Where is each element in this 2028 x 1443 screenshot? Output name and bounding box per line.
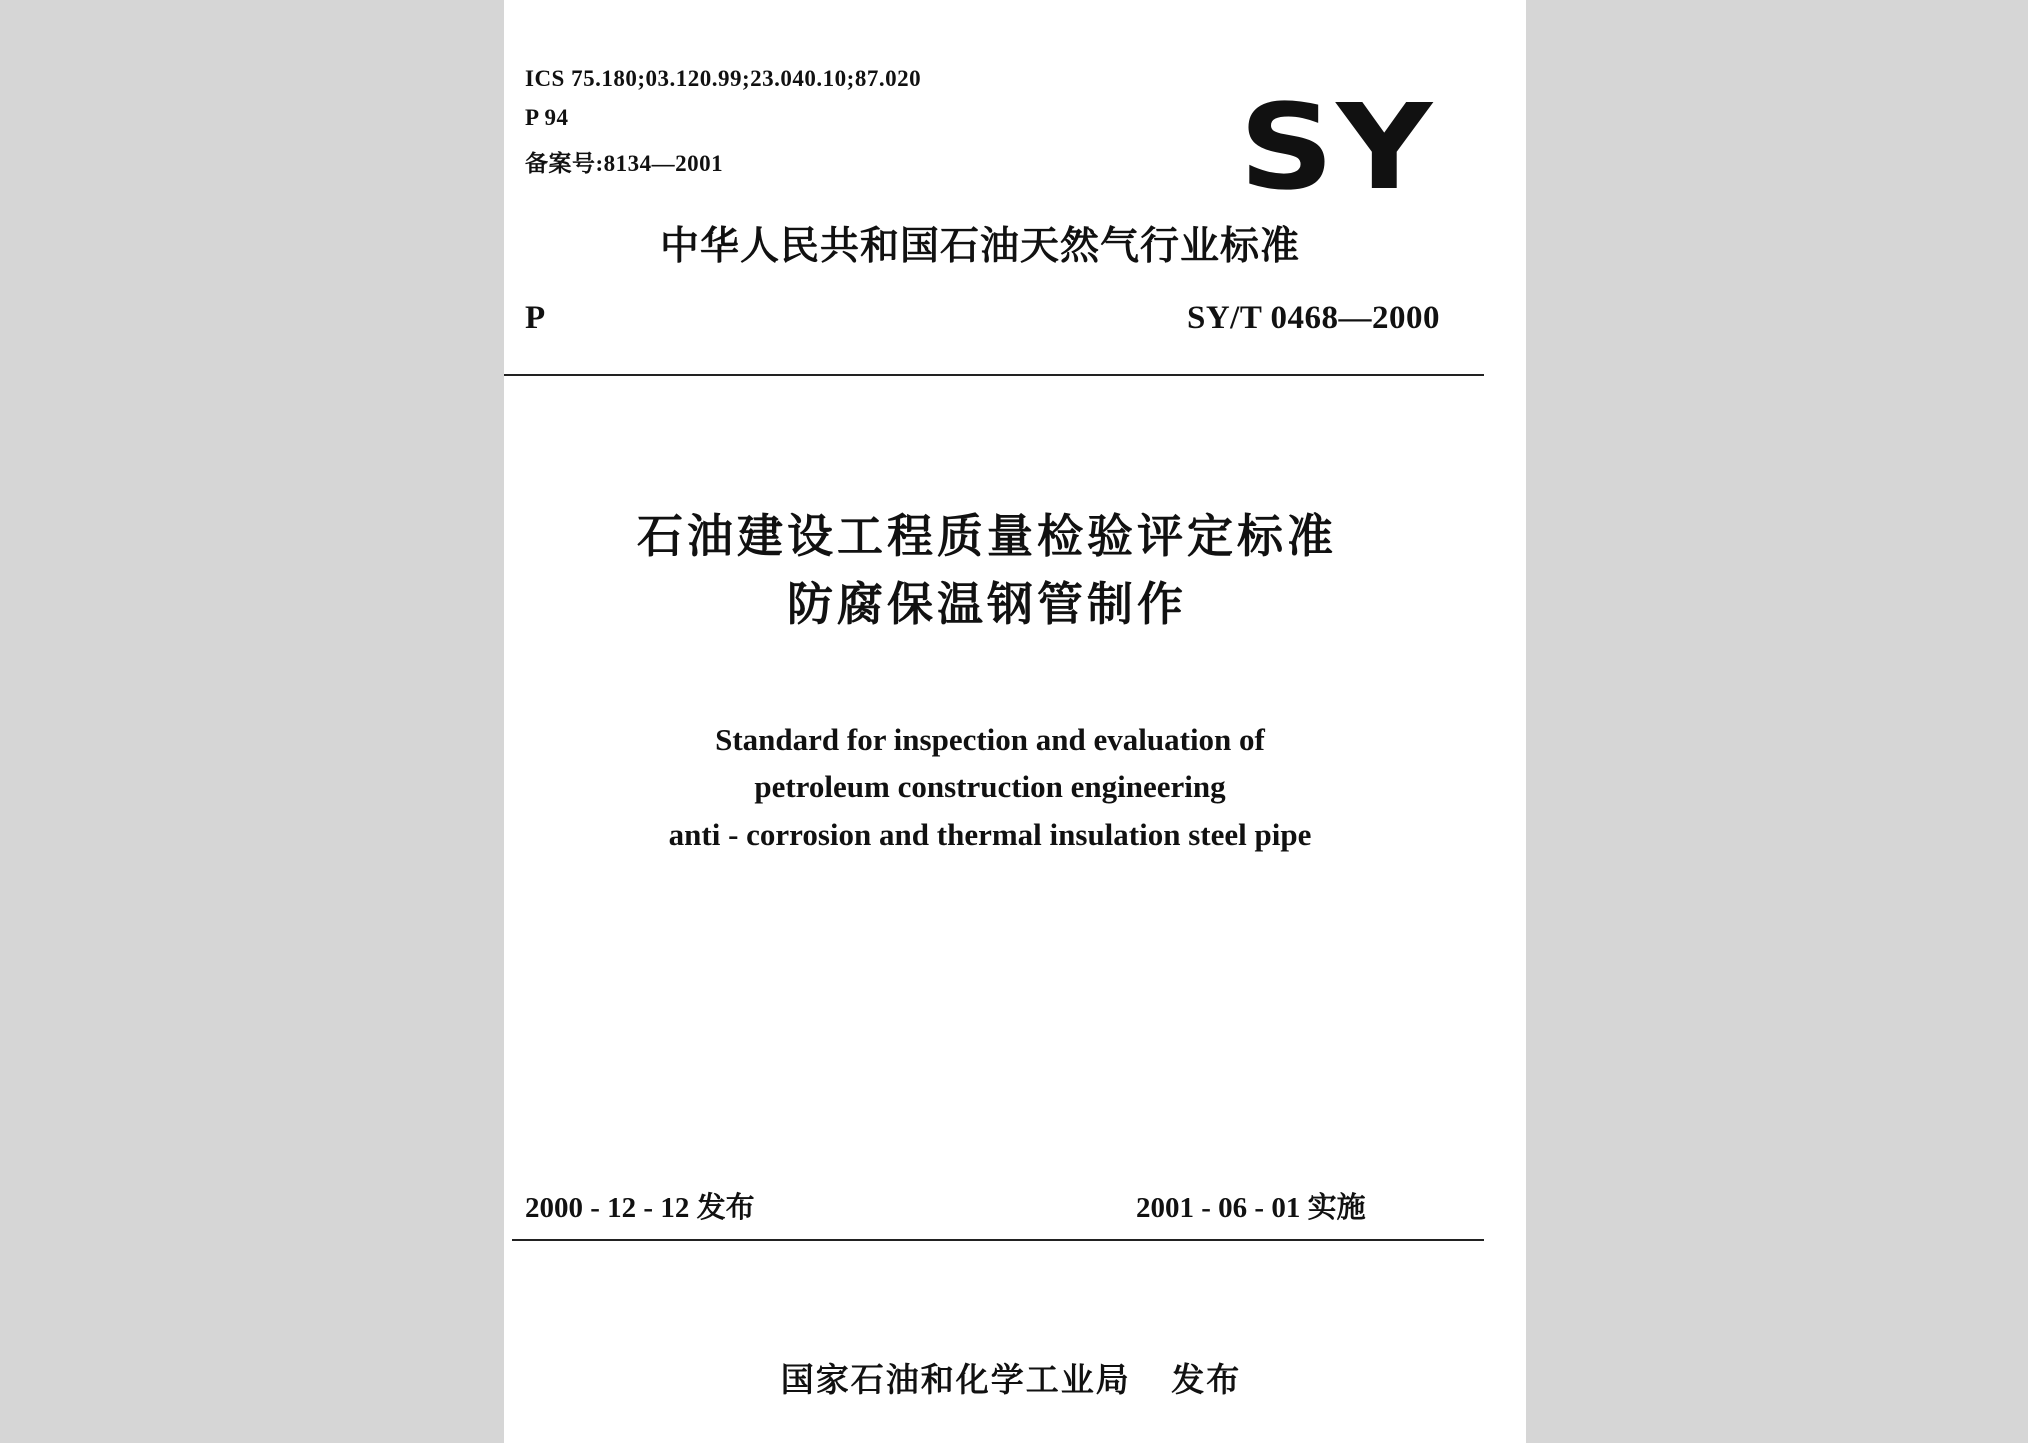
title-zh-line2 <box>504 574 1526 634</box>
record-number: 备案号:8134—2001 <box>525 151 724 176</box>
title-en-line1-text: Standard for inspection and evaluation of <box>715 722 1265 757</box>
title-en-line2-text: petroleum construction engineering <box>754 769 1226 804</box>
title-en-line2 <box>504 767 1526 807</box>
document-page <box>504 0 1526 1443</box>
industry-standard-text: 中华人民共和国石油天然气行业标准 <box>659 224 1300 269</box>
publisher <box>504 1315 1526 1440</box>
bottom-divider <box>512 1239 1484 1241</box>
standard-number: SY/T 0468—2000 <box>1186 300 1440 336</box>
sy-logo: SY <box>1239 78 1435 216</box>
top-divider <box>504 374 1484 376</box>
title-en-line1 <box>504 720 1526 760</box>
category-code: P 94 <box>525 105 569 130</box>
title-zh-line1-text: 石油建设工程质量检验评定标准 <box>637 509 1337 563</box>
publisher-text: 国家石油和化学工业局 发布 <box>780 1360 1242 1399</box>
implementation-date: 2001 - 06 - 01 实施 <box>1136 1192 1366 1224</box>
title-en-line3 <box>504 815 1526 855</box>
title-zh-line2-text: 防腐保温钢管制作 <box>787 577 1187 631</box>
ics-code: ICS 75.180;03.120.99;23.040.10;87.020 <box>525 66 922 91</box>
industry-standard-heading <box>504 215 1526 271</box>
category-letter: P <box>525 300 546 336</box>
issue-date: 2000 - 12 - 12 发布 <box>525 1192 755 1224</box>
title-zh-line1 <box>504 506 1526 566</box>
title-en-line3-text: anti - corrosion and thermal insulation steel pipe <box>668 817 1312 852</box>
